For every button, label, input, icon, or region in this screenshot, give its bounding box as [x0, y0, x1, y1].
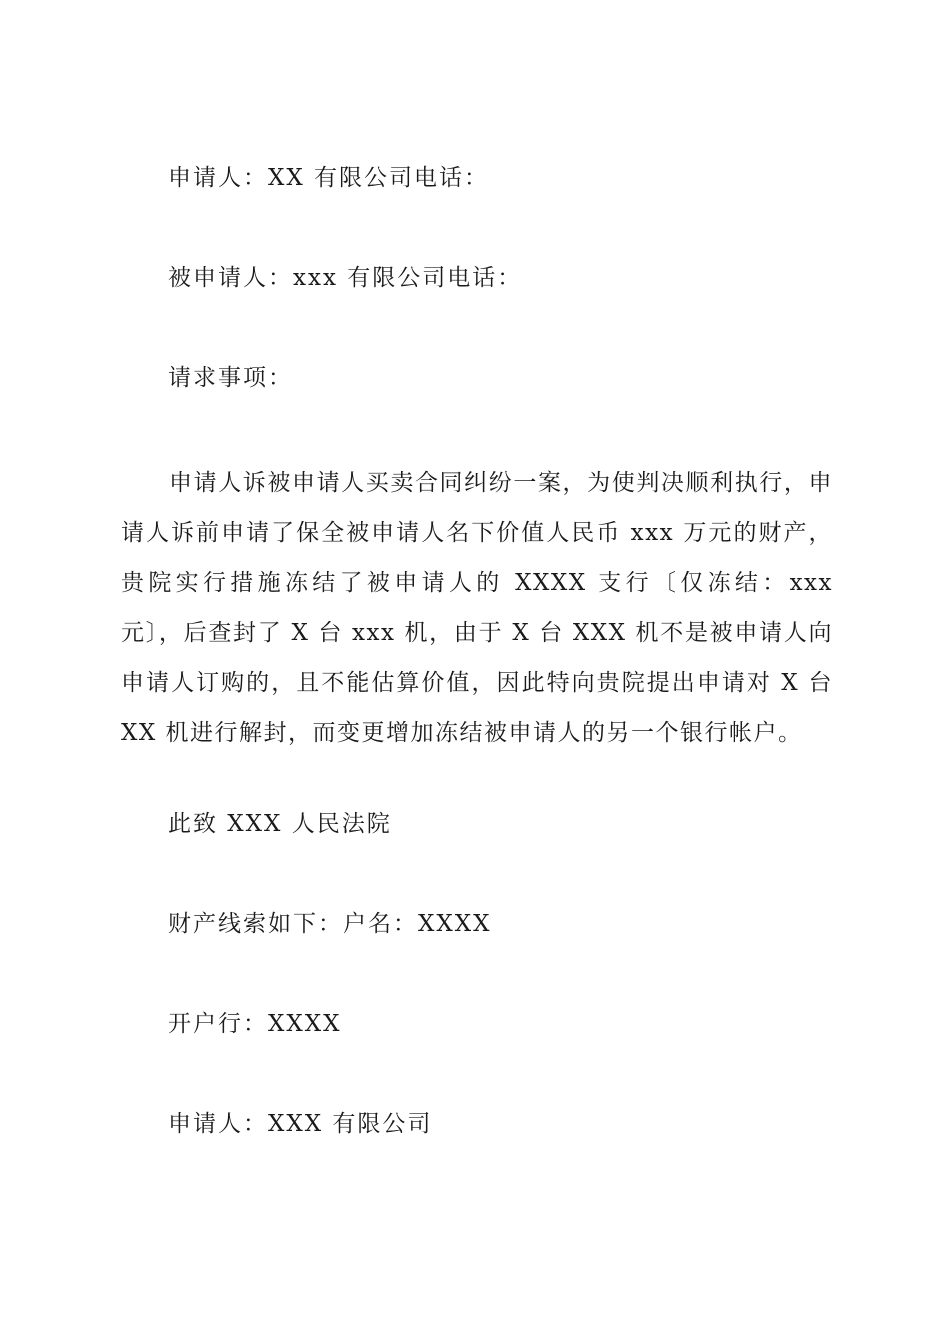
- body-paragraph: 申请人诉被申请人买卖合同纠纷一案，为使判决顺利执行，申请人诉前申请了保全被申请人名下价值人民币 xxx 万元的财产，贵院实行措施冻结了被申请人的 XXXX 支行〔仅冻结：xxx 元〕，后查封了 X 台 xxx 机，由于 X 台 XXX 机不是被申请人向申请人订购的，且不能估算价值，因此特向贵院提出申请对 X 台 XX 机进行解封，而变更增加冻结被申请人的另一个银行帐户。: [121, 470, 833, 746]
- addressee-line: 此致 XXX 人民法院: [168, 811, 392, 837]
- respondent-line: 被申请人：xxx 有限公司电话：: [168, 265, 523, 291]
- signature-line: 申请人：XXX 有限公司: [168, 1111, 433, 1137]
- bank-line: 开户行：XXXX: [168, 1011, 342, 1037]
- request-heading: 请求事项：: [168, 365, 293, 391]
- property-clue-line: 财产线索如下：户名：XXXX: [168, 911, 492, 937]
- applicant-line: 申请人：XX 有限公司电话：: [168, 165, 490, 191]
